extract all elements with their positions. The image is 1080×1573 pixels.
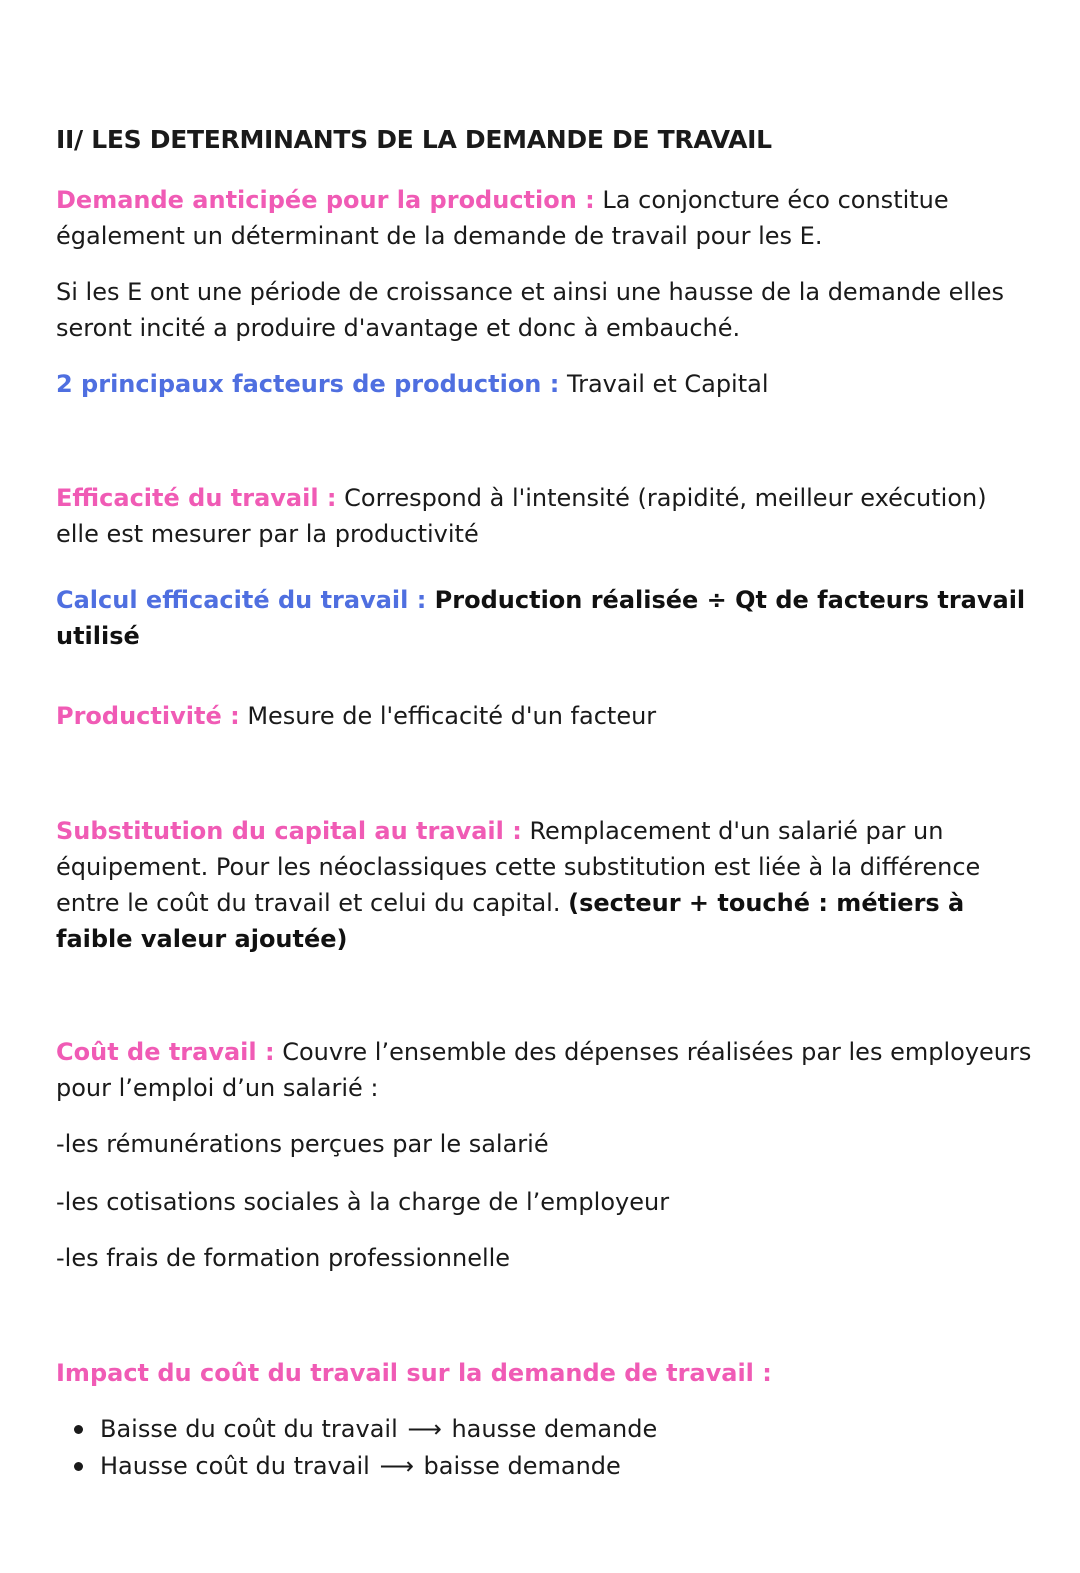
emphasis-substitution: (secteur + touché : métiers à faible valeur ajoutée) — [56, 889, 965, 953]
definition-cout: Couvre l’ensemble des dépenses réalisées par les employeurs pour l’emploi d’un salarié : — [56, 1038, 1032, 1102]
paragraph-croissance: Si les E ont une période de croissance et ainsi une hausse de la demande elles seront incité a produire d'avantage et donc à embauché. — [56, 278, 1004, 342]
bullet-item — [56, 1448, 1036, 1485]
term-efficacite: Efficacité du travail : — [56, 484, 337, 512]
bullet-effect: baisse demande — [423, 1452, 621, 1480]
paragraph-efficacite — [56, 480, 1036, 552]
bullet-dot-icon — [74, 1425, 83, 1434]
definition-productivite: Mesure de l'efficacité d'un facteur — [239, 702, 657, 730]
paragraph-cout — [56, 1034, 1036, 1106]
list-item: -les rémunérations perçues par le salarié — [56, 1130, 549, 1158]
right-arrow-icon: ⟶ — [379, 1452, 414, 1480]
bullet-effect: hausse demande — [451, 1415, 658, 1443]
formula-calcul: Production réalisée ÷ Qt de facteurs travail utilisé — [56, 586, 1026, 650]
definition-substitution: Remplacement d'un salarié par un équipement. Pour les néoclassiques cette substitution est liée à la différence entre le coût du travail et celui du capital. — [56, 817, 981, 917]
paragraph-impact — [56, 1355, 1036, 1391]
term-productivite: Productivité : — [56, 702, 240, 730]
bullet-cause: Baisse du coût du travail — [100, 1415, 398, 1443]
section-title: II/ LES DETERMINANTS DE LA DEMANDE DE TRAVAIL — [56, 125, 772, 154]
term-substitution: Substitution du capital au travail : — [56, 817, 522, 845]
paragraph-demande-anticipee — [56, 182, 1036, 254]
list-item: -les frais de formation professionnelle — [56, 1244, 511, 1272]
definition-facteurs: Travail et Capital — [559, 370, 769, 398]
definition-efficacite: Correspond à l'intensité (rapidité, meilleur exécution) elle est mesurer par la productivité — [56, 484, 987, 548]
list-item: -les cotisations sociales à la charge de l’employeur — [56, 1188, 670, 1216]
term-impact: Impact du coût du travail sur la demande de travail : — [56, 1359, 772, 1387]
bullet-cause: Hausse coût du travail — [100, 1452, 370, 1480]
paragraph-productivite — [56, 698, 1036, 734]
term-demande-anticipee: Demande anticipée pour la production : — [56, 186, 595, 214]
bullet-dot-icon — [74, 1462, 83, 1471]
term-calcul: Calcul efficacité du travail : — [56, 586, 427, 614]
impact-bullet-list — [56, 1411, 1036, 1485]
paragraph-calcul — [56, 582, 1036, 654]
definition-demande-anticipee: La conjoncture éco constitue également un déterminant de la demande de travail pour les E. — [56, 186, 949, 250]
right-arrow-icon: ⟶ — [407, 1415, 442, 1443]
paragraph-substitution — [56, 813, 1036, 957]
term-facteurs: 2 principaux facteurs de production : — [56, 370, 560, 398]
bullet-item — [56, 1411, 1036, 1448]
paragraph-facteurs — [56, 366, 1036, 402]
term-cout: Coût de travail : — [56, 1038, 275, 1066]
